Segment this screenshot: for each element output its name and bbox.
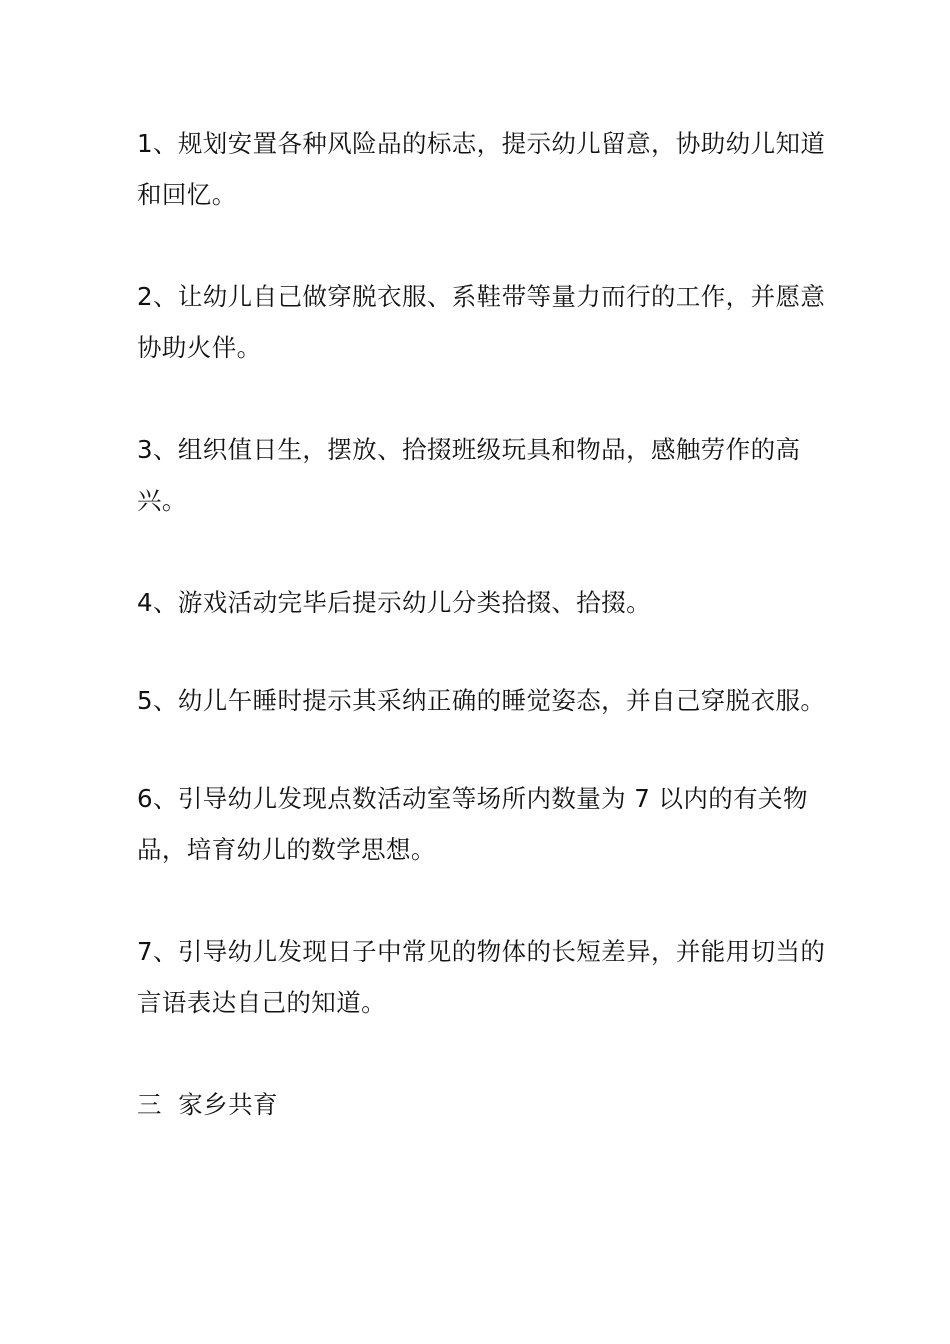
list-item-6: 6、引导幼儿发现点数活动室等场所内数量为 7 以内的有关物品，培育幼儿的数学思想。 (137, 784, 808, 864)
list-item-4: 4、游戏活动完毕后提示幼儿分类拾掇、拾掇。 (137, 588, 651, 617)
list-item-1: 1、规划安置各种风险品的标志，提示幼儿留意，协助幼儿知道和回忆。 (137, 129, 826, 209)
list-item-2: 2、让幼儿自己做穿脱衣服、系鞋带等量力而行的工作，并愿意协助火伴。 (137, 282, 826, 362)
list-item-5: 5、幼儿午睡时提示其采纳正确的睡觉姿态，并自己穿脱衣服。 (137, 686, 826, 715)
document-body (137, 118, 827, 1130)
list-item-3: 3、组织值日生，摆放、拾掇班级玩具和物品，感触劳作的高兴。 (137, 435, 801, 515)
list-item-7: 7、引导幼儿发现日子中常见的物体的长短差异，并能用切当的言语表达自己的知道。 (137, 937, 826, 1017)
section-heading: 三 家乡共育 (137, 1090, 278, 1119)
